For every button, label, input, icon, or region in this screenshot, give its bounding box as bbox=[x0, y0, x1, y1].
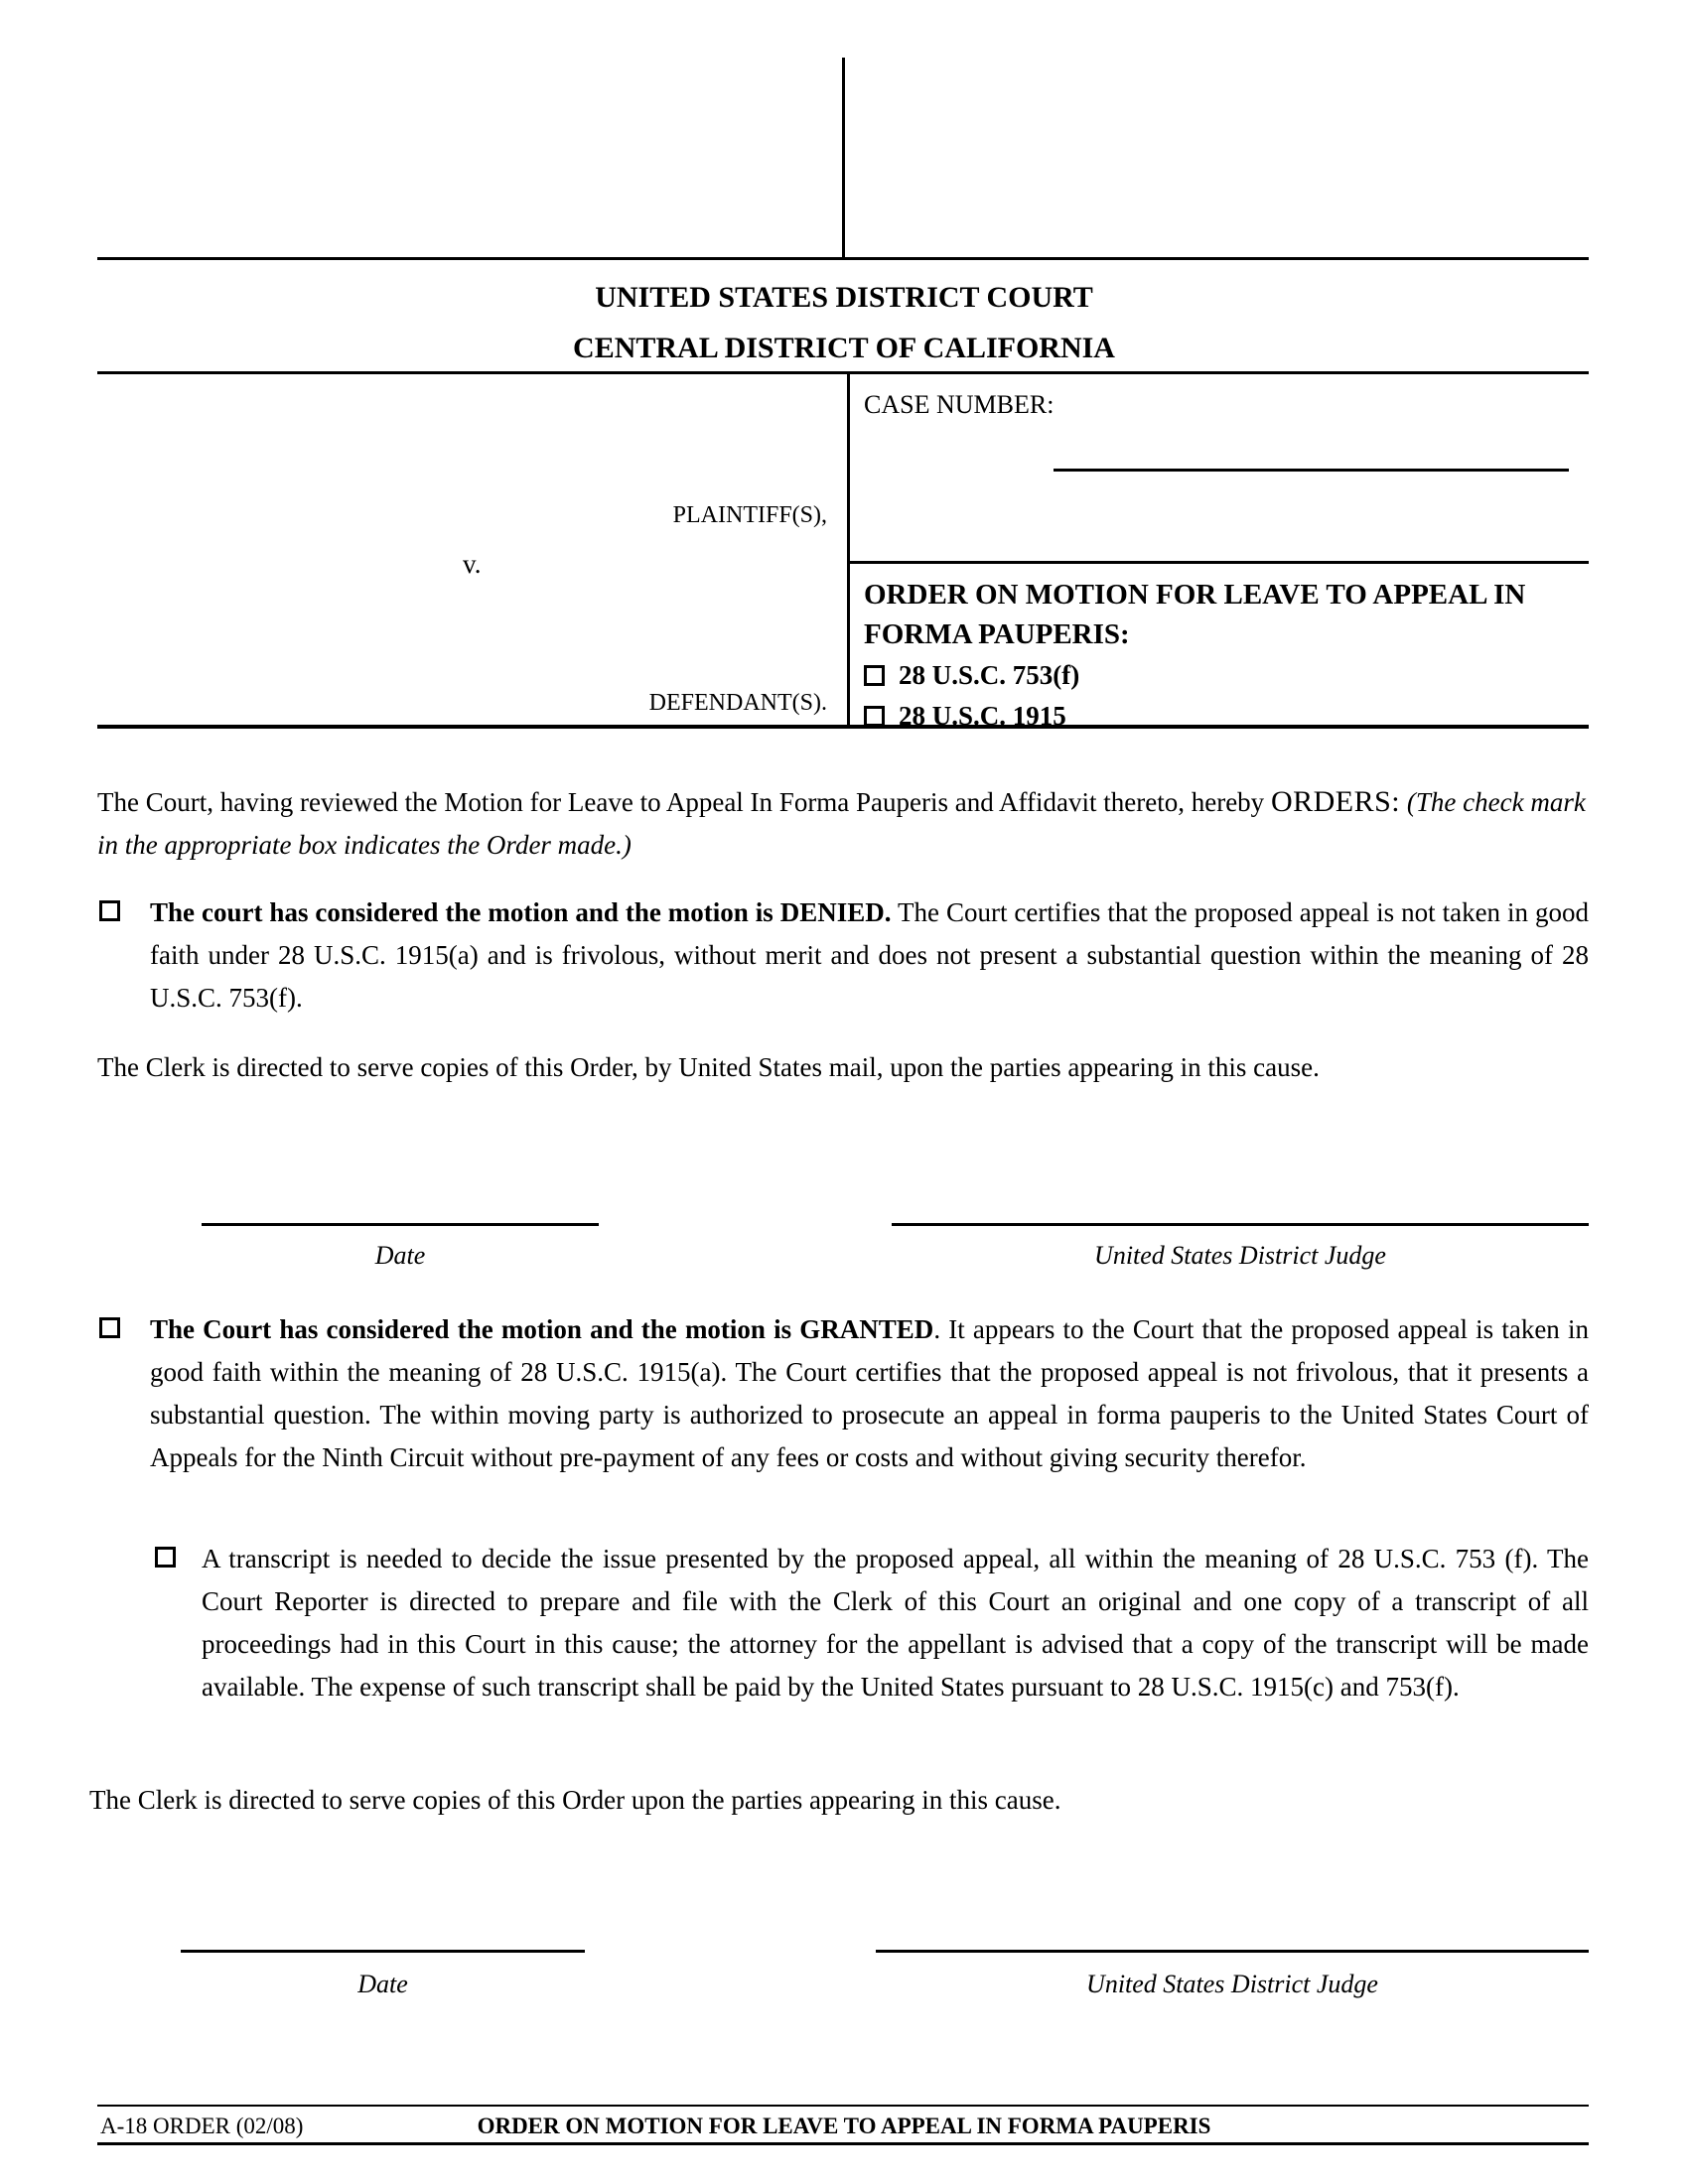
intro-text: The Court, having reviewed the Motion for Leave to Appeal In Forma Pauperis and Affidavit thereto, hereby bbox=[97, 787, 1265, 817]
granted-bold-text: The Court has considered the motion and the motion is GRANTED bbox=[150, 1314, 934, 1344]
caption-right-divider bbox=[850, 561, 1589, 564]
court-district: CENTRAL DISTRICT OF CALIFORNIA bbox=[573, 332, 1115, 364]
defendant-label: DEFENDANT(S). bbox=[648, 690, 827, 716]
footer-rule-top bbox=[97, 2105, 1589, 2107]
date-label-1: Date bbox=[374, 1241, 426, 1270]
date-label-2: Date bbox=[357, 1970, 408, 1998]
checkbox-1915[interactable] bbox=[864, 706, 885, 727]
versus-label: v. bbox=[463, 549, 482, 579]
footer-rule-bottom bbox=[97, 2142, 1589, 2145]
caption-right-column bbox=[847, 374, 1589, 731]
case-number-line[interactable] bbox=[1054, 444, 1569, 472]
granted-checkbox[interactable] bbox=[99, 1317, 120, 1338]
clerk-service-paragraph: The Clerk is directed to serve copies of this Order upon the parties appearing in this cause. bbox=[89, 1785, 1061, 1815]
judge-label-1: United States District Judge bbox=[1094, 1241, 1386, 1270]
judge-label-2: United States District Judge bbox=[1086, 1970, 1378, 1998]
denied-bold-text: The court has considered the motion and the motion is DENIED. bbox=[150, 897, 892, 927]
statute-label-753f: 28 U.S.C. 753(f) bbox=[899, 660, 1080, 690]
checkbox-753f[interactable] bbox=[864, 665, 885, 686]
denied-rest-text: The Court certifies that the proposed appeal is not taken in good faith under 28 U.S.C. 1915(a) and is frivolous, without merit and does not present a substantial question within the meaning of 28 U.S.C. 753(f). bbox=[150, 897, 1589, 1013]
court-name: UNITED STATES DISTRICT COURT bbox=[595, 281, 1093, 314]
denied-checkbox[interactable] bbox=[99, 900, 120, 921]
clerk-service-mail-paragraph: The Clerk is directed to serve copies of this Order, by United States mail, upon the parties appearing in this cause. bbox=[97, 1052, 1320, 1082]
caption-parties-column bbox=[97, 374, 847, 725]
transcript-checkbox[interactable] bbox=[155, 1547, 176, 1568]
granted-text bbox=[150, 1308, 1589, 1479]
caption-box bbox=[97, 371, 1589, 729]
footer-title: ORDER ON MOTION FOR LEAVE TO APPEAL IN FORMA PAUPERIS bbox=[477, 2114, 1211, 2138]
header-vertical-divider bbox=[842, 58, 845, 258]
intro-paragraph bbox=[97, 780, 1589, 867]
transcript-paragraph bbox=[97, 1538, 1589, 1708]
denied-text bbox=[150, 891, 1589, 1020]
footer-form-number: A-18 ORDER (02/08) bbox=[100, 2114, 304, 2138]
orders-text: ORDERS: bbox=[1270, 785, 1401, 818]
statute-option-753f bbox=[864, 654, 1079, 696]
intro-note: (The check mark in the appropriate box indicates the Order made.) bbox=[97, 787, 1586, 860]
plaintiff-label: PLAINTIFF(S), bbox=[672, 502, 827, 528]
transcript-text: A transcript is needed to decide the issue presented by the proposed appeal, all within the meaning of 28 U.S.C. 753 (f). The Court Reporter is directed to prepare and file with the Clerk of this Court an original and one copy of a transcript of all proceedings had in this Court in this cause; the attorney for the appellant is advised that a copy of the transcript will be made available. The expense of such transcript shall be paid by the United States pursuant to 28 U.S.C. 1915(c) and 753(f). bbox=[202, 1544, 1589, 1702]
date-line-2[interactable] bbox=[181, 1950, 585, 1953]
caption-order-title: ORDER ON MOTION FOR LEAVE TO APPEAL IN FORMA PAUPERIS: bbox=[864, 579, 1526, 650]
judge-signature-line-1[interactable] bbox=[892, 1223, 1589, 1226]
granted-paragraph bbox=[97, 1308, 1589, 1479]
date-line-1[interactable] bbox=[202, 1223, 599, 1226]
case-number-label: CASE NUMBER: bbox=[864, 390, 1055, 419]
header-rule-top bbox=[97, 257, 1589, 260]
granted-rest-text: . It appears to the Court that the proposed appeal is taken in good faith within the meaning of 28 U.S.C. 1915(a). The Court certifies that the proposed appeal is not frivolous, that it presents a substantial question. The within moving party is authorized to prosecute an appeal in forma pauperis to the United States Court of Appeals for the Ninth Circuit without pre-payment of any fees or costs and without giving security therefor. bbox=[150, 1314, 1589, 1472]
statute-option-1915 bbox=[864, 695, 1066, 737]
denied-paragraph bbox=[97, 891, 1589, 1020]
judge-signature-line-2[interactable] bbox=[876, 1950, 1589, 1953]
statute-label-1915: 28 U.S.C. 1915 bbox=[899, 701, 1066, 731]
